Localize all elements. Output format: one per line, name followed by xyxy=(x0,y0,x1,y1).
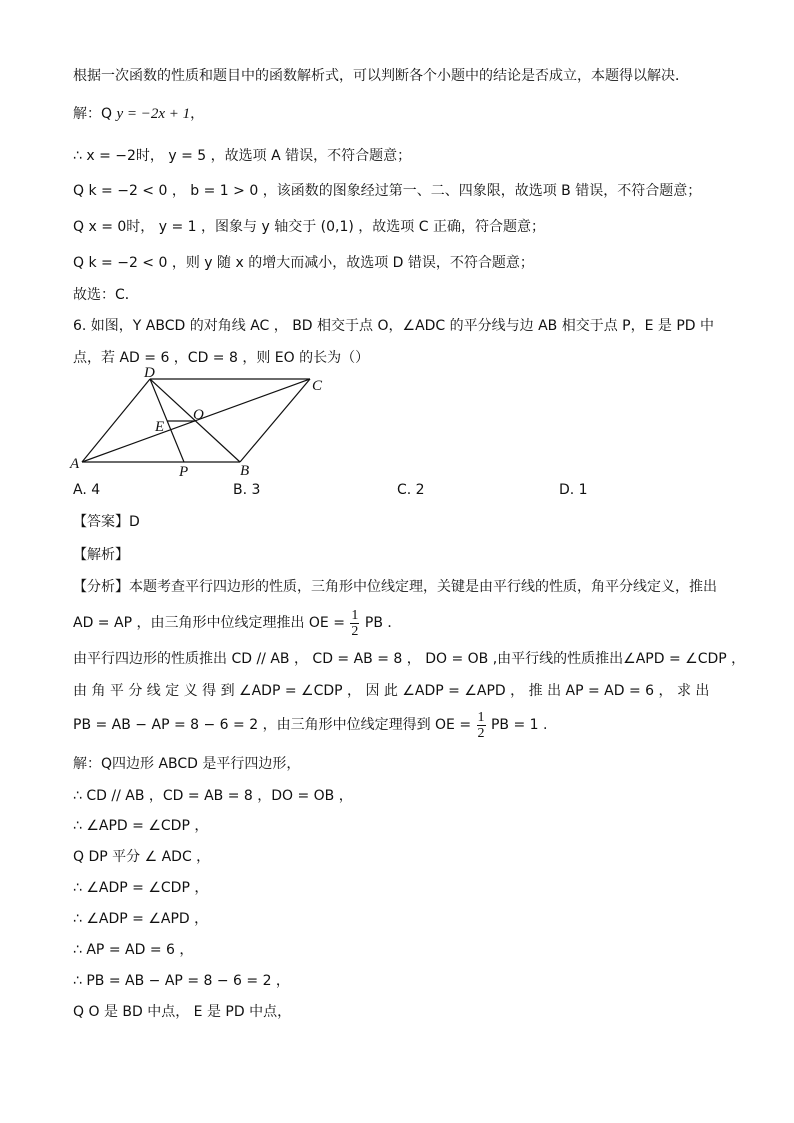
analysis-line: 【分析】本题考查平行四边形的性质，三角形中位线定理，关键是由平行线的性质，角平分线定义，推出 xyxy=(73,579,717,595)
option-a: A. 4 xyxy=(73,482,101,498)
solution-line: ∴ AP = AD = 6 ， xyxy=(73,942,194,958)
text-fragment: AD = AP ，由三角形中位线定理推出 OE = xyxy=(73,615,345,631)
label-c: C xyxy=(312,378,323,394)
solution-line: 解：Q四边形 ABCD 是平行四边形， xyxy=(73,756,301,772)
text-line: Q x = 0时， y = 1 ，图象与 y 轴交于 (0,1) ，故选项 C 正确，符合题意； xyxy=(73,219,545,235)
option-b: B. 3 xyxy=(233,482,261,498)
text-line: 故选：C． xyxy=(73,287,139,303)
text-fragment: ， xyxy=(190,106,205,122)
solution-line: ∴ PB = AB − AP = 8 − 6 = 2 ， xyxy=(73,973,290,989)
text-line: 根据一次函数的性质和题目中的函数解析式，可以判断各个小题中的结论是否成立，本题得以解决． xyxy=(73,68,689,84)
parallelogram-figure xyxy=(60,365,350,480)
solution-line: Q O 是 BD 中点， E 是 PD 中点， xyxy=(73,1004,292,1020)
text-line: Q k = −2 < 0 ， b = 1 > 0 ，该函数的图象经过第一、二、四象限，故选项 B 错误，不符合题意； xyxy=(73,183,702,199)
analysis-line: 由 角 平 分 线 定 义 得 到 ∠ADP = ∠CDP ， 因 此 ∠ADP = ∠APD ， 推 出 AP = AD = 6 ， 求 出 xyxy=(73,683,710,699)
question-text: 6. 如图，Y ABCD 的对角线 AC ， BD 相交于点 O，∠ADC 的平分线与边 AB 相交于点 P，E 是 PD 中 xyxy=(73,318,715,334)
solution-line: Q DP 平分 ∠ ADC ， xyxy=(73,849,211,865)
text-fragment: 解： xyxy=(73,106,101,122)
label-a: A xyxy=(70,456,80,472)
because-symbol: Q xyxy=(101,106,113,122)
answer-line: 【答案】D xyxy=(73,514,140,530)
analysis-line xyxy=(73,606,401,640)
fraction-one-half xyxy=(477,710,486,741)
label-e: E xyxy=(155,419,165,435)
solution-line: ∴ CD // AB ，CD = AB = 8 ，DO = OB ， xyxy=(73,788,353,804)
label-d: D xyxy=(144,365,155,381)
fraction-numerator: 1 xyxy=(477,709,485,725)
equation: y = −2x + 1 xyxy=(116,106,191,122)
text-fragment: PB ． xyxy=(364,615,402,631)
text-fragment: PB = 1 . xyxy=(490,717,548,733)
solution-line: ∴ ∠APD = ∠CDP ， xyxy=(73,818,209,834)
solution-line: ∴ ∠ADP = ∠CDP ， xyxy=(73,880,209,896)
analysis-line: 由平行四边形的性质推出 CD // AB ， CD = AB = 8 ， DO = OB ,由平行线的性质推出∠APD = ∠CDP ， xyxy=(73,651,746,667)
fraction-denominator: 2 xyxy=(477,725,485,741)
text-line: ∴ x = −2时， y = 5 ，故选项 A 错误，不符合题意； xyxy=(73,148,412,164)
fraction-numerator: 1 xyxy=(351,607,359,623)
label-p: P xyxy=(179,464,189,480)
analysis-line xyxy=(73,708,547,742)
option-d: D. 1 xyxy=(559,482,588,498)
solution-line: ∴ ∠ADP = ∠APD ， xyxy=(73,911,209,927)
label-o: O xyxy=(193,407,204,423)
label-b: B xyxy=(240,463,250,479)
option-c: C. 2 xyxy=(397,482,425,498)
question-text: 点，若 AD = 6 ，CD = 8 ，则 EO 的长为（） xyxy=(73,350,370,366)
analysis-header: 【解析】 xyxy=(73,547,129,563)
fraction-one-half xyxy=(350,608,359,639)
text-fragment: PB = AB − AP = 8 − 6 = 2 ，由三角形中位线定理得到 OE = xyxy=(73,717,472,733)
text-line xyxy=(73,104,204,124)
fraction-denominator: 2 xyxy=(351,623,359,639)
text-line: Q k = −2 < 0 ，则 y 随 x 的增大而减小，故选项 D 错误，不符合题意； xyxy=(73,255,534,271)
